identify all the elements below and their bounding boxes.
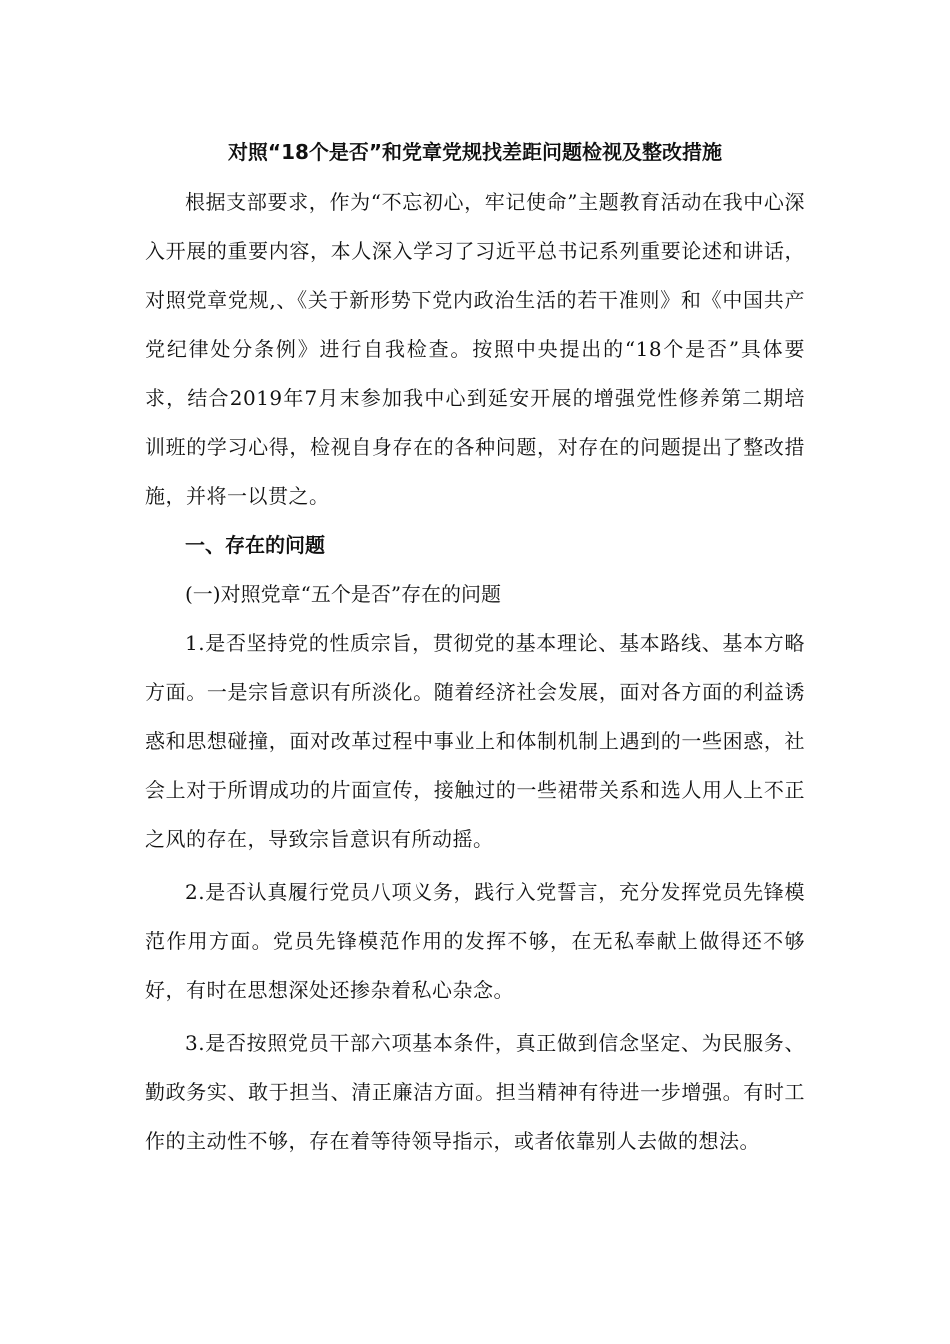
section-heading-problems: 一、存在的问题 <box>185 533 325 557</box>
item-paragraph-1: 1.是否坚持党的性质宗旨，贯彻党的基本理论、基本路线、基本方略方面。一是宗旨意识有所淡化。随着经济社会发展，面对各方面的利益诱惑和思想碰撞，面对改革过程中事业上和体制机制上遇到的一些困惑，社会上对于所谓成功的片面宣传，接触过的一些裙带关系和选人用人上不正之风的存在，导致宗旨意识有所动摇。 <box>145 631 805 851</box>
document-title: 对照“18个是否”和党章党规找差距问题检视及整改措施 <box>227 140 723 164</box>
document-body <box>145 132 805 1166</box>
intro-paragraph: 根据支部要求，作为“不忘初心，牢记使命”主题教育活动在我中心深入开展的重要内容，本人深入学习了习近平总书记系列重要论述和讲话，对照党章党规,、《关于新形势下党内政治生活的若干准则》和《中国共产党纪律处分条例》进行自我检查。按照中央提出的“18个是否”具体要求，结合2019年7月末参加我中心到延安开展的增强党性修养第二期培训班的学习心得，检视自身存在的各种问题，对存在的问题提出了整改措施，并将一以贯之。 <box>145 190 805 508</box>
item-paragraph-2: 2.是否认真履行党员八项义务，践行入党誓言，充分发挥党员先锋模范作用方面。党员先锋模范作用的发挥不够，在无私奉献上做得还不够好，有时在思想深处还掺杂着私心杂念。 <box>145 880 805 1002</box>
item-paragraph-3: 3.是否按照党员干部六项基本条件，真正做到信念坚定、为民服务、勤政务实、敢于担当、清正廉洁方面。担当精神有待进一步增强。有时工作的主动性不够，存在着等待领导指示，或者依靠别人去做的想法。 <box>145 1031 805 1153</box>
subsection-heading-five-checks: (一)对照党章“五个是否”存在的问题 <box>185 582 502 606</box>
